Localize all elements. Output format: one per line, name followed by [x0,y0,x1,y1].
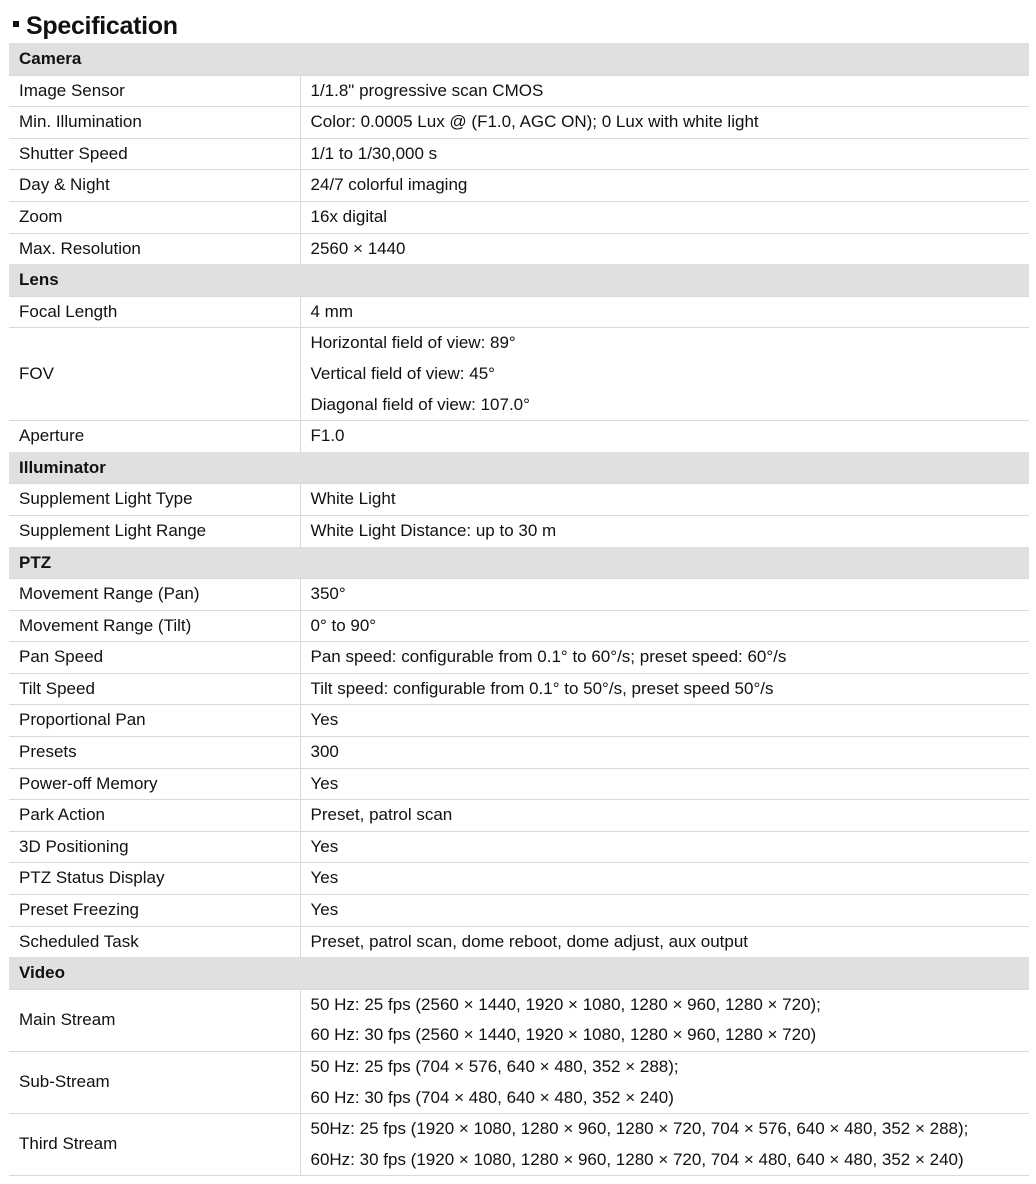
spec-value [300,1114,1029,1176]
spec-value-line: White Light [310,489,396,509]
spec-value [300,233,1029,265]
spec-value [300,1052,1029,1114]
spec-value-line: 4 mm [310,301,353,321]
spec-row-proportional-pan [9,705,1029,737]
spec-value [300,800,1029,832]
spec-label: Min. Illumination [9,107,300,139]
spec-value-line: 60Hz: 30 fps (1920 × 1080, 1280 × 960, 1280 × 720, 704 × 480, 640 × 480, 352 × 240) [310,1149,964,1169]
spec-value [300,515,1029,547]
spec-value-line: 0° to 90° [310,615,377,635]
spec-row-power-off-memory [9,768,1029,800]
section-title: PTZ [9,547,1029,579]
spec-row-presets [9,737,1029,769]
spec-value [300,989,1029,1051]
spec-label: Supplement Light Type [9,484,300,516]
spec-label: Park Action [9,800,300,832]
spec-value [300,768,1029,800]
spec-row-max-resolution [9,233,1029,265]
spec-row-preset-freezing [9,895,1029,927]
spec-row-park-action [9,800,1029,832]
spec-row-supplement-light-range [9,515,1029,547]
spec-table [9,43,1029,1176]
spec-row-focal-length [9,296,1029,328]
spec-row-ptz-status-display [9,863,1029,895]
spec-value [300,705,1029,737]
spec-value [300,484,1029,516]
spec-value-line: 50 Hz: 25 fps (2560 × 1440, 1920 × 1080, 1280 × 960, 1280 × 720); [310,994,821,1014]
spec-row-sub-stream [9,1052,1029,1114]
spec-value-line: 350° [310,584,346,604]
spec-value [300,610,1029,642]
spec-value [300,642,1029,674]
spec-label: Tilt Speed [9,673,300,705]
spec-value-line: 60 Hz: 30 fps (2560 × 1440, 1920 × 1080, 1280 × 960, 1280 × 720) [310,1025,817,1045]
spec-row-scheduled-task [9,926,1029,958]
section-title: Illuminator [9,452,1029,484]
section-header-ptz [9,547,1029,579]
spec-value-line: 300 [310,742,339,762]
spec-table-body [9,44,1029,1176]
spec-value-line: Yes [310,868,339,888]
spec-value [300,328,1029,421]
spec-label: Image Sensor [9,75,300,107]
spec-label: Sub-Stream [9,1052,300,1114]
spec-row-main-stream [9,989,1029,1051]
spec-label: Proportional Pan [9,705,300,737]
spec-value-line: Color: 0.0005 Lux @ (F1.0, AGC ON); 0 Lux with white light [310,112,759,132]
spec-row-movement-range-tilt [9,610,1029,642]
spec-label: Power-off Memory [9,768,300,800]
spec-row-tilt-speed [9,673,1029,705]
spec-label: Scheduled Task [9,926,300,958]
spec-value [300,170,1029,202]
spec-row-fov [9,328,1029,421]
spec-value-line: Horizontal field of view: 89° [310,333,516,353]
spec-label: Pan Speed [9,642,300,674]
spec-value-line: 1/1 to 1/30,000 s [310,143,438,163]
spec-value-line: Pan speed: configurable from 0.1° to 60°/s; preset speed: 60°/s [310,647,787,667]
spec-label: Max. Resolution [9,233,300,265]
spec-row-movement-range-pan [9,579,1029,611]
spec-row-3d-positioning [9,831,1029,863]
section-header-video [9,958,1029,990]
spec-value-line: Yes [310,773,339,793]
spec-value [300,421,1029,453]
section-title: Lens [9,265,1029,297]
spec-value [300,863,1029,895]
spec-value-line: Vertical field of view: 45° [310,363,495,383]
spec-value [300,926,1029,958]
spec-label: Supplement Light Range [9,515,300,547]
page-title [13,10,178,42]
section-header-lens [9,265,1029,297]
spec-value-line: 50Hz: 25 fps (1920 × 1080, 1280 × 960, 1280 × 720, 704 × 576, 640 × 480, 352 × 288); [310,1119,969,1139]
spec-value [300,296,1029,328]
bullet-square-icon [13,21,19,27]
spec-value [300,673,1029,705]
spec-label: PTZ Status Display [9,863,300,895]
page-title-text: Specification [26,12,178,40]
spec-value [300,737,1029,769]
spec-row-supplement-light-type [9,484,1029,516]
spec-value-line: White Light Distance: up to 30 m [310,520,557,540]
spec-label: FOV [9,328,300,421]
spec-label: Presets [9,737,300,769]
spec-value-line: Yes [310,836,339,856]
spec-value-line: F1.0 [310,426,345,446]
spec-value-line: 2560 × 1440 [310,238,406,258]
spec-row-min-illumination [9,107,1029,139]
spec-label: 3D Positioning [9,831,300,863]
spec-label: Main Stream [9,989,300,1051]
spec-row-pan-speed [9,642,1029,674]
spec-value [300,75,1029,107]
spec-label: Movement Range (Tilt) [9,610,300,642]
spec-value [300,107,1029,139]
spec-label: Day & Night [9,170,300,202]
spec-value-line: Tilt speed: configurable from 0.1° to 50°/s, preset speed 50°/s [310,678,774,698]
spec-value-line: Diagonal field of view: 107.0° [310,394,530,414]
spec-value-line: Preset, patrol scan [310,805,453,825]
spec-row-day-night [9,170,1029,202]
spec-value-line: 1/1.8" progressive scan CMOS [310,80,544,100]
spec-label: Preset Freezing [9,895,300,927]
spec-row-third-stream [9,1114,1029,1176]
spec-value-line: 60 Hz: 30 fps (704 × 480, 640 × 480, 352 × 240) [310,1087,674,1107]
spec-value-line: 24/7 colorful imaging [310,175,468,195]
spec-label: Focal Length [9,296,300,328]
spec-label: Zoom [9,201,300,233]
spec-value [300,138,1029,170]
spec-row-image-sensor [9,75,1029,107]
spec-label: Shutter Speed [9,138,300,170]
section-title: Video [9,958,1029,990]
spec-label: Aperture [9,421,300,453]
spec-value [300,201,1029,233]
spec-value-line: Yes [310,710,339,730]
spec-value [300,579,1029,611]
spec-value-line: 50 Hz: 25 fps (704 × 576, 640 × 480, 352 × 288); [310,1057,679,1076]
spec-value-line: Yes [310,900,339,920]
spec-row-zoom [9,201,1029,233]
spec-value [300,831,1029,863]
section-title: Camera [9,44,1029,76]
spec-value-line: Preset, patrol scan, dome reboot, dome adjust, aux output [310,931,749,951]
section-header-illuminator [9,452,1029,484]
spec-row-shutter-speed [9,138,1029,170]
spec-value [300,895,1029,927]
spec-label: Movement Range (Pan) [9,579,300,611]
section-header-camera [9,44,1029,76]
spec-row-aperture [9,421,1029,453]
spec-value-line: 16x digital [310,206,388,226]
spec-label: Third Stream [9,1114,300,1176]
